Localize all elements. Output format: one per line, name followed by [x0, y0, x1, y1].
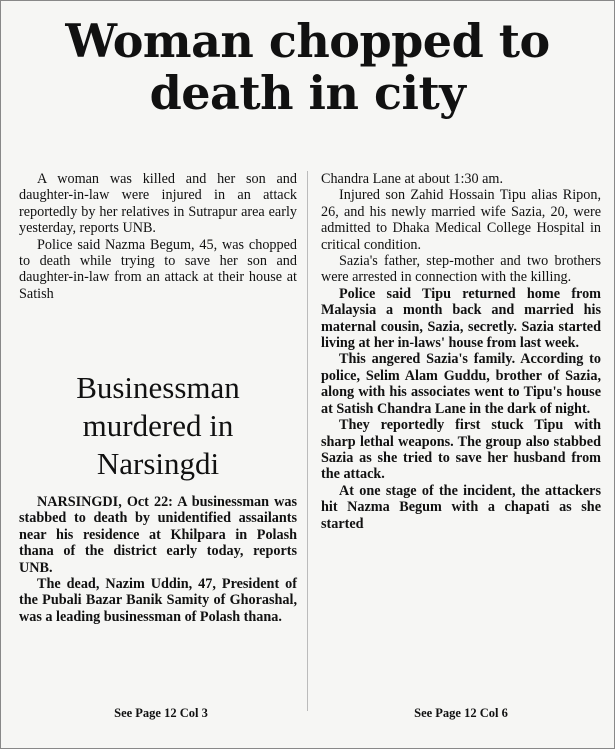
paragraph: This angered Sazia's family. According to police, Selim Alam Guddu, brother of Sazia, along with his associates went to Tipu's house at Satish Chandra Lane in the dark of night.	[321, 351, 601, 417]
paragraph: They reportedly first stuck Tipu with sharp lethal weapons. The group also stabbed Sazia as she tried to save her husband from the attack.	[321, 417, 601, 483]
paragraph: The dead, Nazim Uddin, 47, President of the Pubali Bazar Banik Samity of Ghorashal, was a leading businessman of Polash thana.	[19, 576, 297, 625]
article-column-right	[321, 171, 601, 532]
paragraph: Chandra Lane at about 1:30 am.	[321, 171, 504, 187]
paragraph: A woman was killed and her son and daughter-in-law were injured in an attack reportedly by her relatives in Sutrapur area early yesterday, reports UNB.	[19, 171, 297, 237]
article-column-left-bottom	[19, 494, 297, 625]
paragraph: NARSINGDI, Oct 22: A businessman was stabbed to death by unidentified assailants near his residence at Khilpara in Polash thana of the district early today, reports UNB.	[19, 494, 297, 576]
headline: Woman chopped to death in city	[65, 14, 550, 120]
paragraph: At one stage of the incident, the attackers hit Nazma Begum with a chapati as she started	[321, 482, 601, 532]
sub-headline: Businessman murdered in Narsingdi	[76, 370, 240, 481]
paragraph: Sazia's father, step-mother and two brothers were arrested in connection with the killing.	[321, 253, 601, 286]
continuation-note-right: See Page 12 Col 6	[414, 706, 508, 720]
paragraph: Injured son Zahid Hossain Tipu alias Ripon, 26, and his newly married wife Sazia, 20, were admitted to Dhaka Medical College Hospital in critical condition.	[321, 187, 601, 253]
paragraph: Police said Tipu returned home from Malaysia a month back and married his maternal cousin, Sazia, secretly. Sazia started living at her in-laws' house from last week.	[321, 285, 601, 352]
continuation-note-left: See Page 12 Col 3	[114, 706, 208, 720]
column-divider	[307, 171, 308, 711]
article-column-left-top	[19, 171, 297, 302]
paragraph: Police said Nazma Begum, 45, was chopped to death while trying to save her son and daughter-in-law from an attack at their house at Satish	[19, 236, 297, 302]
